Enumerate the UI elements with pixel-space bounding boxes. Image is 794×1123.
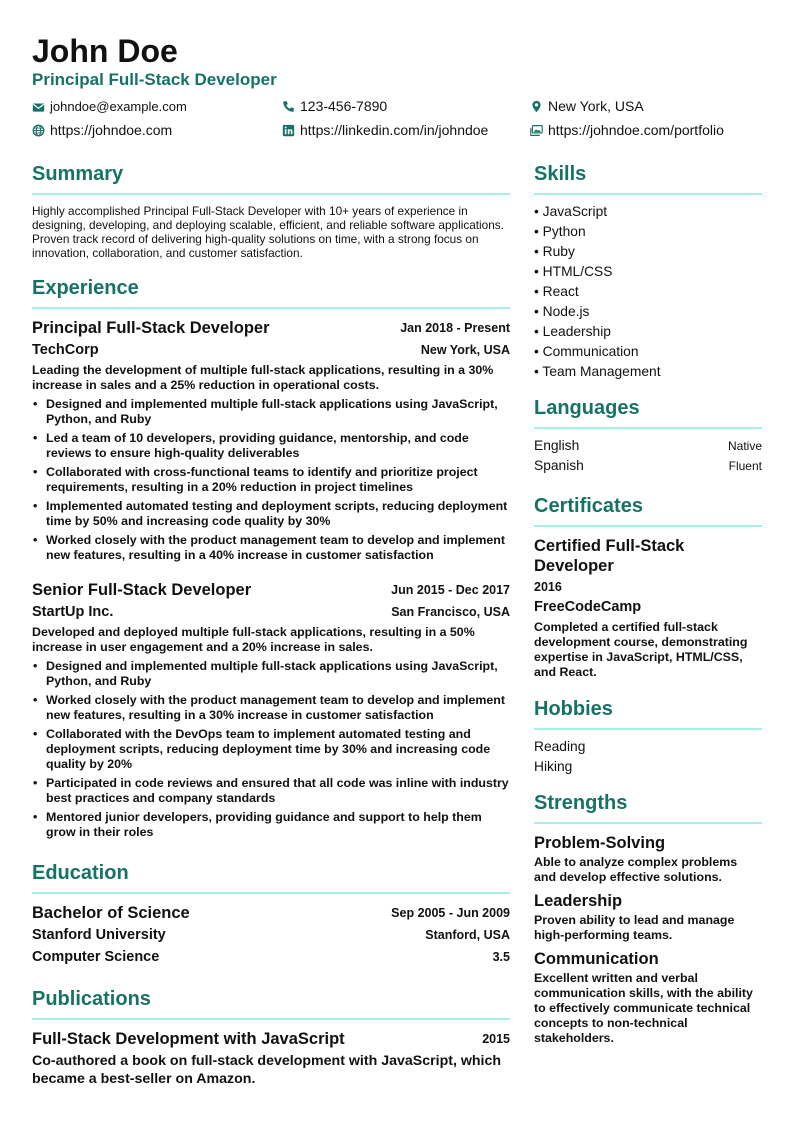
list-item <box>534 949 762 1046</box>
strength-name: Problem-Solving <box>534 834 666 852</box>
list-item <box>534 456 762 476</box>
list-item: • Mentored junior developers, providing guidance and support to help them grow in their roles <box>32 810 510 840</box>
list-item: • Designed and implemented multiple full-stack applications using JavaScript, Python, and Ruby <box>32 397 510 427</box>
list-item: • Worked closely with the product management team to develop and implement new features, resulting in a 40% increase in customer satisfaction <box>32 533 510 563</box>
strength-description: Able to analyze complex problems and develop effective solutions. <box>534 855 738 884</box>
contact-website[interactable] <box>32 121 172 139</box>
list-item: • Worked closely with the product management team to develop and implement new features, resulting in a 30% increase in customer satisfaction <box>32 693 510 723</box>
website-text: https://johndoe.com <box>50 122 173 138</box>
certificate-issuer: FreeCodeCamp <box>534 599 642 615</box>
mail-icon <box>32 101 45 114</box>
languages-list <box>534 436 762 476</box>
list-item: • Collaborated with cross-functional teams to identify and prioritize project requirements, resulting in a 20% reduction in project timelines <box>32 465 510 495</box>
contact-email[interactable] <box>32 98 187 116</box>
job-dates: Jun 2015 - Dec 2017 <box>391 583 510 597</box>
list-item: Hiking <box>534 759 573 774</box>
list-item <box>534 436 762 456</box>
job-location: New York, USA <box>420 343 510 357</box>
job-company: TechCorp <box>32 342 99 358</box>
education-entry <box>32 903 510 966</box>
strength-name: Communication <box>534 950 659 968</box>
location-text: New York, USA <box>548 98 644 114</box>
strength-description: Proven ability to lead and manage high-performing teams. <box>534 913 735 942</box>
list-item: • Ruby <box>534 242 661 262</box>
job-title: Senior Full-Stack Developer <box>32 581 252 599</box>
list-item: • Participated in code reviews and ensured that all code was inline with industry best practices and company standards <box>32 776 510 806</box>
list-item: • Designed and implemented multiple full-stack applications using JavaScript, Python, and Ruby <box>32 659 510 689</box>
summary-text: Highly accomplished Principal Full-Stack Developer with 10+ years of experience in designing, developing, and deploying scalable, efficient, and reliable software applications. Proven track record of delivering high-quality solutions on time, with a strong focus on innovation, collaboration, and customer satisfaction. <box>32 204 504 260</box>
linkedin-text: https://linkedin.com/in/johndoe <box>300 122 489 138</box>
phone-text: 123-456-7890 <box>300 98 388 114</box>
job-highlights <box>32 659 510 840</box>
education-heading: Education <box>32 862 129 884</box>
job-entry <box>32 580 510 844</box>
skills-list <box>534 202 661 382</box>
skills-divider <box>534 193 762 195</box>
list-item: • JavaScript <box>534 202 661 222</box>
list-item: • React <box>534 282 661 302</box>
email-text: johndoe@example.com <box>50 99 187 114</box>
language-name: English <box>534 438 580 453</box>
publication-entry <box>32 1029 510 1088</box>
skills-heading: Skills <box>534 163 587 185</box>
field-of-study: Computer Science <box>32 949 160 965</box>
job-description: Leading the development of multiple full-stack applications, resulting in a 30% increase in sales and a 25% reduction in operational costs. <box>32 363 494 392</box>
language-name: Spanish <box>534 458 584 473</box>
school-location: Stanford, USA <box>425 928 510 942</box>
strengths-heading: Strengths <box>534 792 628 814</box>
summary-heading: Summary <box>32 163 124 185</box>
language-level: Native <box>727 439 762 453</box>
contact-portfolio[interactable] <box>530 121 724 139</box>
list-item: • Communication <box>534 342 661 362</box>
strength-description: Excellent written and verbal communication skills, with the ability to effectively communicate technical concepts to non-technical stakeholders. <box>534 971 753 1045</box>
job-entry <box>32 318 510 567</box>
experience-divider <box>32 307 510 309</box>
strengths-list <box>534 833 762 1046</box>
certificates-divider <box>534 525 762 527</box>
job-company: StartUp Inc. <box>32 604 114 620</box>
publication-year: 2015 <box>482 1032 510 1046</box>
certificate-entry <box>534 536 762 680</box>
education-divider <box>32 892 510 894</box>
list-item: • Python <box>534 222 661 242</box>
languages-heading: Languages <box>534 397 640 419</box>
certificates-heading: Certificates <box>534 495 643 517</box>
list-item: • Leadership <box>534 322 661 342</box>
summary-divider <box>32 193 510 195</box>
experience-heading: Experience <box>32 277 139 299</box>
publications-heading: Publications <box>32 988 151 1010</box>
job-dates: Jan 2018 - Present <box>400 321 510 335</box>
list-item <box>534 891 762 943</box>
globe-icon <box>32 124 45 137</box>
contact-linkedin[interactable] <box>282 121 488 139</box>
publication-title: Full-Stack Development with JavaScript <box>32 1030 345 1048</box>
languages-divider <box>534 427 762 429</box>
list-item: • Implemented automated testing and deployment scripts, reducing deployment time by 50% and increasing code quality by 30% <box>32 499 510 529</box>
list-item: • Node.js <box>534 302 661 322</box>
strengths-divider <box>534 822 762 824</box>
list-item: • Team Management <box>534 362 661 382</box>
portfolio-text: https://johndoe.com/portfolio <box>548 122 724 138</box>
publications-divider <box>32 1018 510 1020</box>
candidate-title: Principal Full-Stack Developer <box>32 70 277 89</box>
hobbies-list <box>534 737 585 777</box>
certificate-year: 2016 <box>534 580 562 594</box>
education-dates: Sep 2005 - Jun 2009 <box>391 906 510 920</box>
gpa: 3.5 <box>492 950 510 964</box>
degree: Bachelor of Science <box>32 904 190 922</box>
location-pin-icon <box>530 100 543 113</box>
list-item: • Led a team of 10 developers, providing guidance, mentorship, and code reviews to ensure high-quality deliverables <box>32 431 510 461</box>
job-title: Principal Full-Stack Developer <box>32 319 270 337</box>
list-item: Reading <box>534 739 586 754</box>
job-highlights <box>32 397 510 563</box>
contact-phone[interactable] <box>282 97 387 115</box>
hobbies-heading: Hobbies <box>534 698 613 720</box>
hobbies-divider <box>534 728 762 730</box>
list-item: • Collaborated with the DevOps team to implement automated testing and deployment scripts, reducing deployment time by 30% and increasing code quality by 20% <box>32 727 510 772</box>
candidate-name: John Doe <box>32 33 178 69</box>
contact-location <box>530 97 644 115</box>
school: Stanford University <box>32 927 166 943</box>
language-level: Fluent <box>728 459 762 473</box>
certificate-description: Completed a certified full-stack development course, demonstrating expertise in JavaScript, HTML/CSS, and React. <box>534 620 748 679</box>
job-description: Developed and deployed multiple full-stack applications, resulting in a 50% increase in user engagement and a 20% increase in sales. <box>32 625 475 654</box>
publication-description: Co-authored a book on full-stack development with JavaScript, which became a best-seller on Amazon. <box>32 1053 502 1087</box>
linkedin-icon <box>282 124 295 137</box>
certificate-name: Certified Full-Stack Developer <box>534 537 685 575</box>
list-item <box>534 833 762 885</box>
phone-icon <box>282 100 295 113</box>
strength-name: Leadership <box>534 892 623 910</box>
list-item: • HTML/CSS <box>534 262 661 282</box>
portfolio-image-icon <box>530 124 543 137</box>
job-location: San Francisco, USA <box>391 605 510 619</box>
